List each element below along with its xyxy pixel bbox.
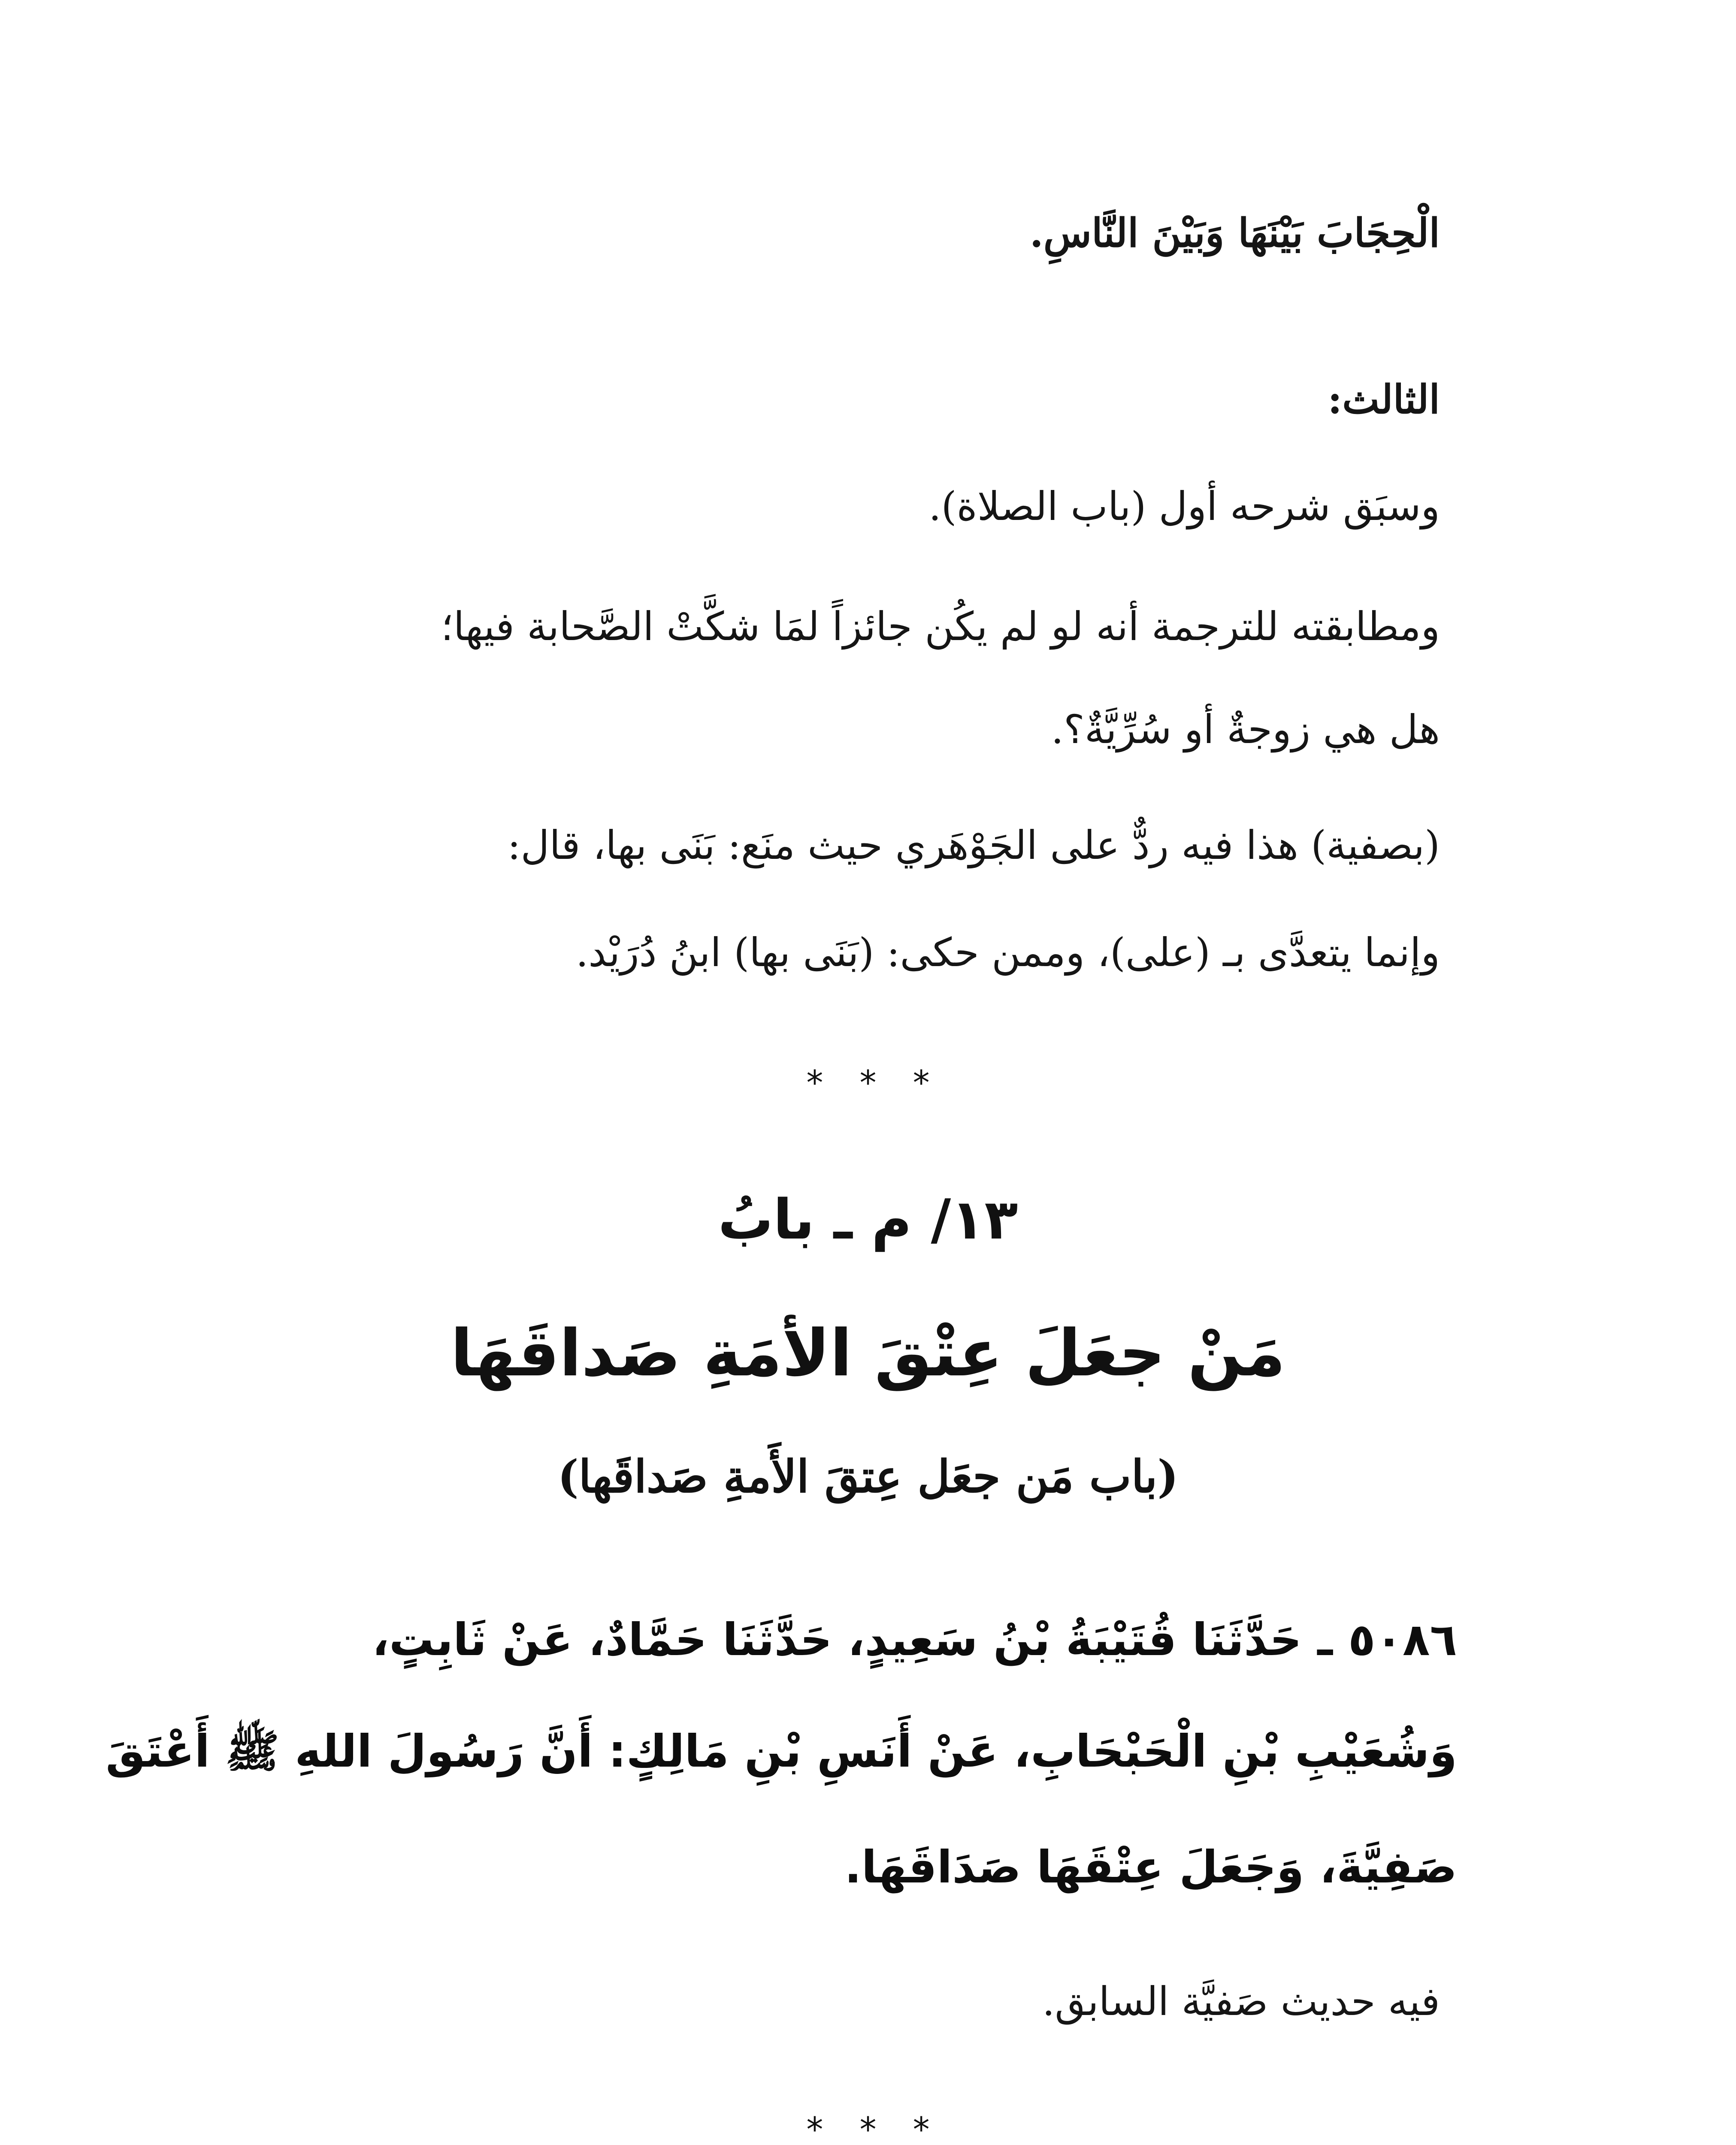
text-line-5: هل هي زوجةٌ أو سُرِّيَّةٌ؟.	[1051, 707, 1440, 752]
chapter-title: مَنْ جعَلَ عِتْقَ الأمَةِ صَداقَهَا	[451, 1316, 1285, 1391]
chapter-number: ١٣/ م ـ بابُ	[718, 1188, 1018, 1252]
star-icon: *	[859, 2111, 877, 2145]
hadith-line-2: وَشُعَيْبِ بْنِ الْحَبْحَابِ، عَنْ أَنَسِ بْنِ مَالِكٍ: أَنَّ رَسُولَ اللهِ ﷺ أَعْتَقَ	[106, 1725, 1457, 1777]
separator-stars-bottom	[0, 2111, 1736, 2145]
star-icon: *	[806, 1064, 823, 1103]
star-icon: *	[806, 2111, 823, 2145]
section-label-third: الثالث:	[1328, 376, 1440, 423]
text-line-7: وإنما يتعدَّى بـ (على)، وممن حكى: (بَنَى بها) ابنُ دُرَيْد.	[575, 930, 1440, 976]
text-line-1: الْحِجَابَ بَيْنَهَا وَبَيْنَ النَّاسِ.	[1029, 210, 1440, 256]
chapter-subtitle: (باب مَن جعَل عِتقَ الأَمةِ صَداقَها)	[557, 1450, 1179, 1503]
text-line-4: ومطابقته للترجمة أنه لو لم يكُن جائزاً لمَا شكَّتْ الصَّحابة فيها؛	[441, 604, 1440, 650]
star-icon: *	[859, 1064, 877, 1103]
separator-stars-top	[0, 1064, 1736, 1103]
star-icon: *	[913, 2111, 930, 2145]
star-icon: *	[913, 1064, 930, 1103]
hadith-line-3: صَفِيَّةَ، وَجَعَلَ عِتْقَهَا صَدَاقَهَا.	[844, 1841, 1457, 1893]
commentary-note: فيه حديث صَفيَّة السابق.	[1042, 1979, 1440, 2024]
text-line-3: وسبَق شرحه أول (باب الصلاة).	[928, 483, 1440, 529]
text-line-6: (بصفية) هذا فيه ردٌّ على الجَوْهَري حيث منَع: بَنَى بها، قال:	[507, 822, 1440, 868]
hadith-line-1: ٥٠٨٦ ـ حَدَّثَنَا قُتَيْبَةُ بْنُ سَعِيدٍ، حَدَّثَنَا حَمَّادٌ، عَنْ ثَابِتٍ،	[372, 1613, 1457, 1666]
